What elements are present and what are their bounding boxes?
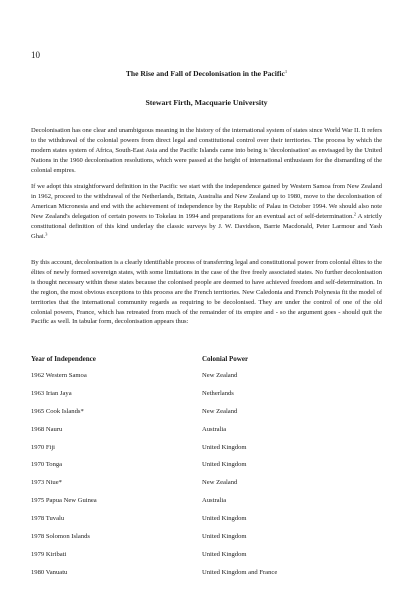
cell-colonial-power: United Kingdom and France	[202, 568, 278, 576]
table-row	[31, 439, 382, 457]
cell-year-territory: 1978 Tuvalu	[31, 515, 65, 523]
cell-year-territory: 1973 Niue*	[31, 479, 62, 487]
author-byline: Stewart Firth, Macquarie University	[145, 98, 268, 107]
page-number: 10	[31, 50, 40, 60]
cell-colonial-power: New Zealand	[202, 372, 238, 379]
cell-year-territory: 1979 Kiribati	[31, 550, 67, 558]
cell-colonial-power: New Zealand	[202, 407, 238, 415]
cell-year-territory: 1980 Vanuatu	[31, 568, 68, 576]
paragraph-2	[31, 182, 382, 241]
cell-colonial-power: Australia	[202, 425, 227, 433]
article-title-text: The Rise and Fall of Decolonisation in the Pacific	[125, 69, 285, 78]
table-row	[31, 492, 382, 510]
table-header	[31, 354, 382, 367]
table-row	[31, 385, 382, 403]
paragraph-1: Decolonisation has one clear and unambiguous meaning in the history of the international system of states since World War II. It refers to the withdrawal of the colonial powers from direct legal and constitutional control over their territories. The process by which the modern states system of Africa, South-East Asia and the Pacific Islands came into being is 'decolonisation' as envisaged by the United Nations in the 1960 decolonisation resolutions, which were passed at the height of international enthusiasm for the dismantling of the colonial empires.	[31, 127, 382, 174]
cell-colonial-power: Netherlands	[202, 389, 234, 397]
table-row	[31, 403, 382, 421]
table-row	[31, 456, 382, 474]
cell-year-territory: 1963 Irian Jaya	[31, 389, 72, 397]
table-row	[31, 367, 382, 385]
cell-year-territory: 1978 Solomon Islands	[31, 533, 90, 541]
cell-colonial-power: United Kingdom	[202, 533, 247, 541]
paragraph-2-text-a: If we adopt this straightforward definition in the Pacific we start with the independence gained by Western Samoa from New Zealand in 1962, proceed to the withdrawal of the Netherlands, Britain, Australia and New Zealand up to 1980, move to the decolonisation of American Micronesia and end with the achievement of independence by the Republic of Palau in October 1994. We should also note New Zealand's delegation of certain powers to Tokelau in 1994 and preparations for an eventual act of self-determination.	[31, 183, 382, 220]
title-footnote-marker: 1	[284, 69, 288, 74]
table-row	[31, 421, 382, 439]
cell-colonial-power: Australia	[202, 497, 227, 505]
decolonisation-table	[31, 354, 382, 582]
cell-year-territory: 1962 Western Samoa	[31, 372, 87, 379]
table-row	[31, 564, 382, 582]
cell-colonial-power: United Kingdom	[202, 550, 247, 558]
article-title	[31, 69, 382, 79]
table-row	[31, 510, 382, 528]
footnote-marker-3: 3	[45, 231, 48, 237]
cell-colonial-power: United Kingdom	[202, 461, 247, 469]
cell-colonial-power: United Kingdom	[202, 443, 247, 451]
cell-year-territory: 1970 Tonga	[31, 461, 63, 469]
table-body	[31, 367, 382, 582]
cell-year-territory: 1975 Papua New Guinea	[31, 497, 97, 505]
paragraph-3: By this account, decolonisation is a clearly identifiable process of transferring legal and constitutional power from colonial élites to the élites of newly formed sovereign states, with some limitations in the case of the five freely associated states. No further decolonisation is thought necessary within these states because the colonised people are deemed to have achieved freedom and self-determination. In the region, the most obvious exceptions to this process are the French territories. New Caledonia and French Polynesia fit the model of territories that the international community regards as requiring to be decolonised. They are under the control of one of the old colonial powers, France, which has retreated from much of the remainder of its empire and - so the argument goes - should quit the Pacific as well. In tabular form, decolonisation appears thus:	[31, 259, 382, 326]
paragraph-2-text-b: A strictly constitutional definition of this kind underlay the classic surveys by J. W. Davidson, Barrie Macdonald, Peter Larmour and Yash Ghai.	[31, 212, 382, 240]
cell-colonial-power: United Kingdom	[202, 515, 247, 523]
cell-year-territory: 1968 Nauru	[31, 425, 63, 433]
cell-colonial-power: New Zealand	[202, 479, 238, 487]
table-row	[31, 546, 382, 564]
table-row	[31, 474, 382, 492]
table-row	[31, 528, 382, 546]
header-colonial-power: Colonial Power	[202, 355, 249, 363]
footnote-marker-2: 2	[353, 211, 357, 217]
header-year-of-independence: Year of Independence	[31, 355, 96, 363]
cell-year-territory: 1970 Fiji	[31, 443, 55, 451]
cell-year-territory: 1965 Cook Islands*	[31, 407, 84, 415]
